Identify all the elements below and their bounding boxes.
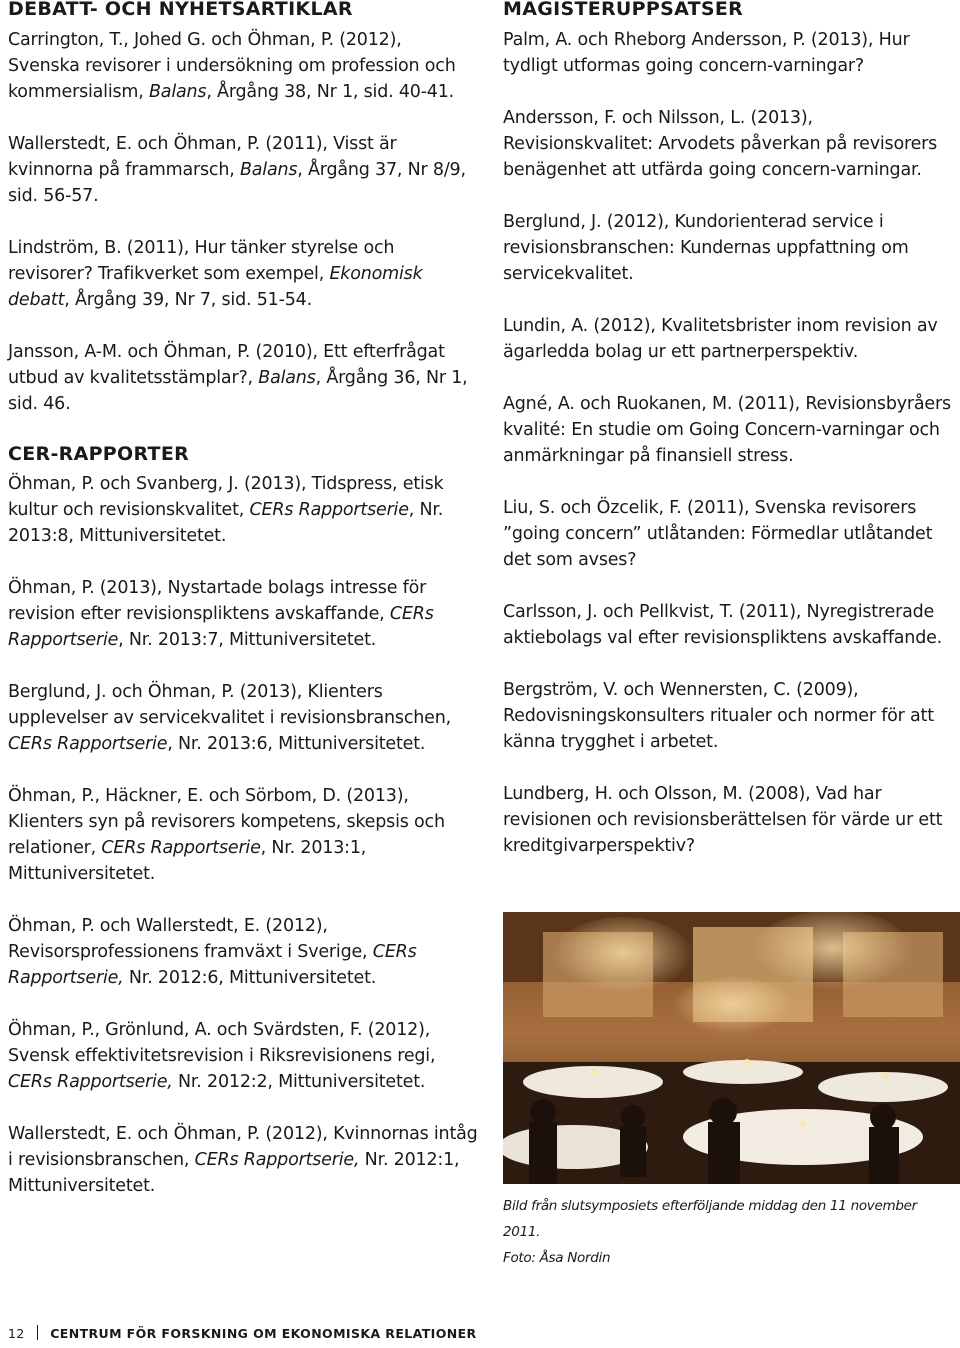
caption-line: Bild från slutsymposiets efterföljande middag den 11 november 2011. xyxy=(503,1198,917,1240)
reference-item: Berglund, J. (2012), Kundorienterad service i revisionsbranschen: Kundernas uppfattning om servicekvalitet. xyxy=(503,212,909,284)
reference-item: Öhman, P. och Wallerstedt, E. (2012), Revisorsprofessionens framväxt i Sverige, CERs Rapportserie, Nr. 2012:6, Mittuniversitetet. xyxy=(8,916,417,988)
reference-item: Palm, A. och Rheborg Andersson, P. (2013), Hur tydligt utformas going concern-varningar? xyxy=(503,30,910,76)
section-heading-cer: CER-RAPPORTER xyxy=(8,443,190,465)
reference-item: Liu, S. och Özcelik, F. (2011), Svenska revisorers ”going concern” utlåtanden: Förmedlar utlåtandet det som avses? xyxy=(503,498,933,570)
photo-credit: Foto: Åsa Nordin xyxy=(503,1250,611,1266)
magister-list xyxy=(503,27,959,885)
reference-item: Carrington, T., Johed G. och Öhman, P. (2012), Svenska revisorer i undersökning om profession och kommersialism, Balans, Årgång 38, Nr 1, sid. 40-41. xyxy=(8,30,456,102)
reference-item: Öhman, P., Häckner, E. och Sörbom, D. (2013), Klienters syn på revisorers kompetens, skepsis och relationer, CERs Rapportserie, Nr. 2013:1, Mittuniversitetet. xyxy=(8,786,445,884)
photo-caption xyxy=(503,1193,953,1271)
reference-item: Lundin, A. (2012), Kvalitetsbrister inom revision av ägarledda bolag ur ett partnerperspektiv. xyxy=(503,316,938,362)
reference-item: Lundberg, H. och Olsson, M. (2008), Vad har revisionen och revisionsberättelsen för värde ur ett kreditgivarperspektiv? xyxy=(503,784,943,856)
reference-item: Wallerstedt, E. och Öhman, P. (2012), Kvinnornas intåg i revisionsbranschen, CERs Rapportserie, Nr. 2012:1, Mittuniversitetet. xyxy=(8,1124,478,1196)
reference-item: Lindström, B. (2011), Hur tänker styrelse och revisorer? Trafikverket som exempel, Ekonomisk debatt, Årgång 39, Nr 7, sid. 51-54. xyxy=(8,238,423,310)
reference-item: Berglund, J. och Öhman, P. (2013), Klienters upplevelser av servicekvalitet i revisionsbranschen, CERs Rapportserie, Nr. 2013:6, Mittuniversitetet. xyxy=(8,682,451,754)
banquet-photo xyxy=(503,912,960,1184)
debatt-list xyxy=(8,27,478,1225)
reference-item: Öhman, P. och Svanberg, J. (2013), Tidspress, etisk kultur och revisionskvalitet, CERs Rapportserie, Nr. 2013:8, Mittuniversitetet. xyxy=(8,474,444,546)
footer-divider xyxy=(37,1325,39,1340)
reference-item: Öhman, P. (2013), Nystartade bolags intresse för revision efter revisionspliktens avskaffande, CERs Rapportserie, Nr. 2013:7, Mittuniversitetet. xyxy=(8,578,434,650)
reference-item: Carlsson, J. och Pellkvist, T. (2011), Nyregistrerade aktiebolags val efter revisionspliktens avskaffande. xyxy=(503,602,943,648)
footer-org-name: CENTRUM FÖR FORSKNING OM EKONOMISKA RELATIONER xyxy=(50,1326,477,1341)
reference-item: Öhman, P., Grönlund, A. och Svärdsten, F. (2012), Svensk effektivitetsrevision i Riksrevisionens regi, CERs Rapportserie, Nr. 2012:2, Mittuniversitetet. xyxy=(8,1020,436,1092)
banquet-photo-illustration xyxy=(503,912,960,1184)
reference-item: Agné, A. och Ruokanen, M. (2011), Revisionsbyråers kvalité: En studie om Going Concern-varningar och anmärkningar på finansiell stress. xyxy=(503,394,951,466)
reference-item: Jansson, A-M. och Öhman, P. (2010), Ett efterfrågat utbud av kvalitetsstämplar?, Balans, Årgång 36, Nr 1, sid. 46. xyxy=(8,342,468,414)
reference-item: Bergström, V. och Wennersten, C. (2009), Redovisningskonsulters ritualer och normer för att känna trygghet i arbetet. xyxy=(503,680,934,752)
section-heading-magister: MAGISTERUPPSATSER xyxy=(503,0,744,20)
reference-item: Wallerstedt, E. och Öhman, P. (2011), Visst är kvinnorna på frammarsch, Balans, Årgång 37, Nr 8/9, sid. 56-57. xyxy=(8,134,466,206)
reference-item: Andersson, F. och Nilsson, L. (2013), Revisionskvalitet: Arvodets påverkan på revisorers benägenhet att utfärda going concern-varningar. xyxy=(503,108,938,180)
section-heading-debatt: DEBATT- OCH NYHETSARTIKLAR xyxy=(8,0,353,20)
page-number: 12 xyxy=(8,1326,25,1341)
page-footer xyxy=(8,1325,477,1341)
